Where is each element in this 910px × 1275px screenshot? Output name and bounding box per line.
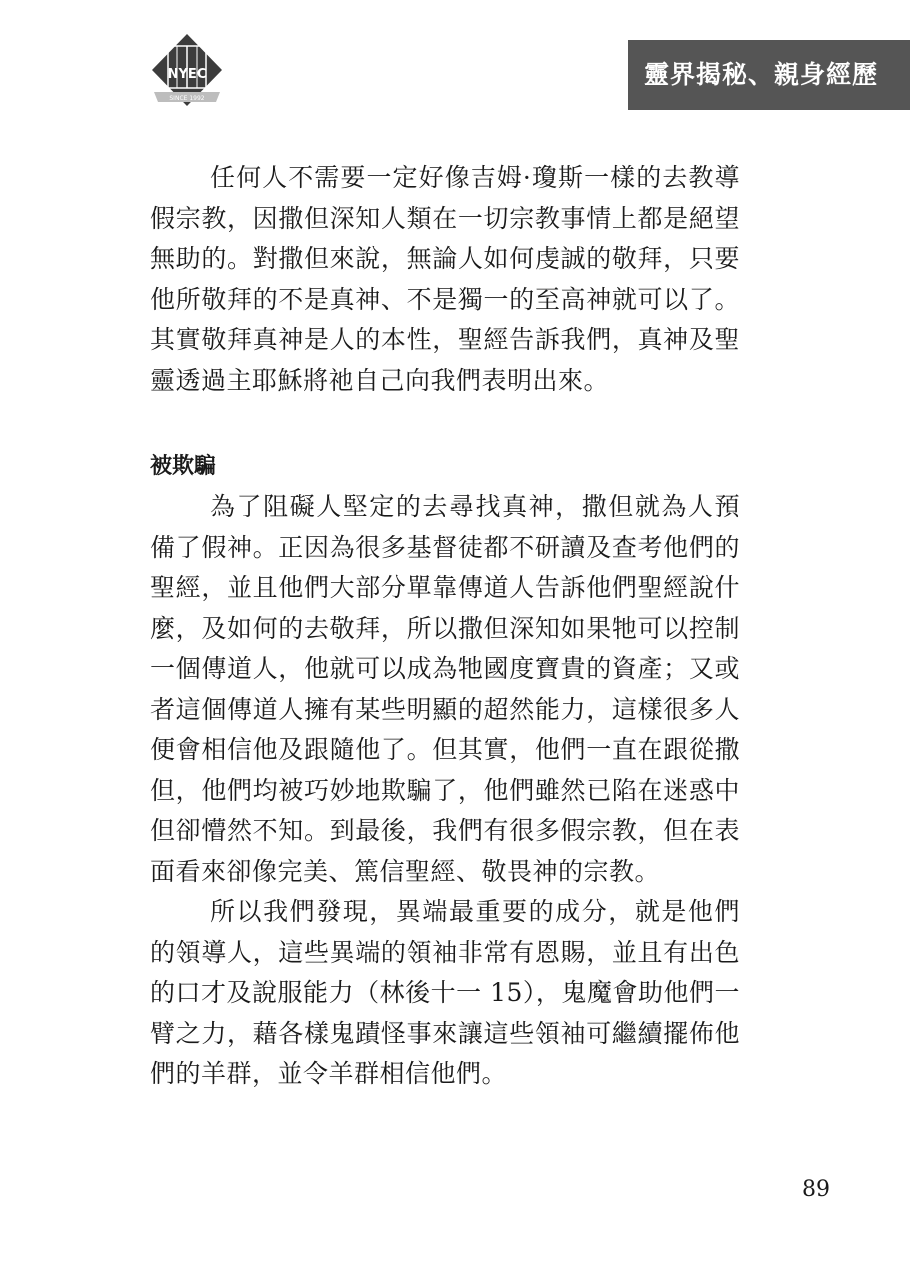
section-heading: 被欺騙 bbox=[150, 454, 217, 479]
page-number: 89 bbox=[802, 1177, 830, 1202]
chapter-title: 靈界揭秘、親身經歷 bbox=[644, 60, 879, 89]
chapter-header-tab bbox=[628, 40, 910, 110]
paragraph: 任何人不需要一定好像吉姆·瓊斯一樣的去教導假宗教，因撒但深知人類在一切宗教事情上都是絕望無助的。對撒但來說，無論人如何虔誠的敬拜，只要他所敬拜的不是真神、不是獨一的至高神就可以了。其實敬拜真神是人的本性，聖經告訴我們，真神及聖靈透過主耶穌將祂自己向我們表明出來。 bbox=[150, 163, 740, 395]
svg-text:NYEC: NYEC bbox=[167, 67, 207, 82]
paragraph: 為了阻礙人堅定的去尋找真神，撒但就為人預備了假神。正因為很多基督徒都不研讀及查考他們的聖經，並且他們大部分單靠傳道人告訴他們聖經說什麼，及如何的去敬拜，所以撒但深知如果牠可以控制一個傳道人，他就可以成為牠國度寶貴的資產；又或者這個傳道人擁有某些明顯的超然能力，這樣很多人便會相信他及跟隨他了。但其實，他們一直在跟從撒但，他們均被巧妙地欺騙了，他們雖然已陷在迷惑中但卻懵然不知。到最後，我們有很多假宗教，但在表面看來卻像完美、篤信聖經、敬畏神的宗教。 bbox=[150, 492, 740, 886]
nyec-logo bbox=[148, 32, 226, 110]
paragraph: 所以我們發現，異端最重要的成分，就是他們的領導人，這些異端的領袖非常有恩賜，並且有出色的口才及說服能力（林後十一 15），鬼魔會助他們一臂之力，藉各樣鬼蹟怪事來讓這些領袖可繼續擺佈他們的羊群，並令羊群相信他們。 bbox=[150, 897, 740, 1088]
page-content bbox=[150, 158, 740, 1095]
svg-text:SINCE 1992: SINCE 1992 bbox=[169, 95, 205, 102]
